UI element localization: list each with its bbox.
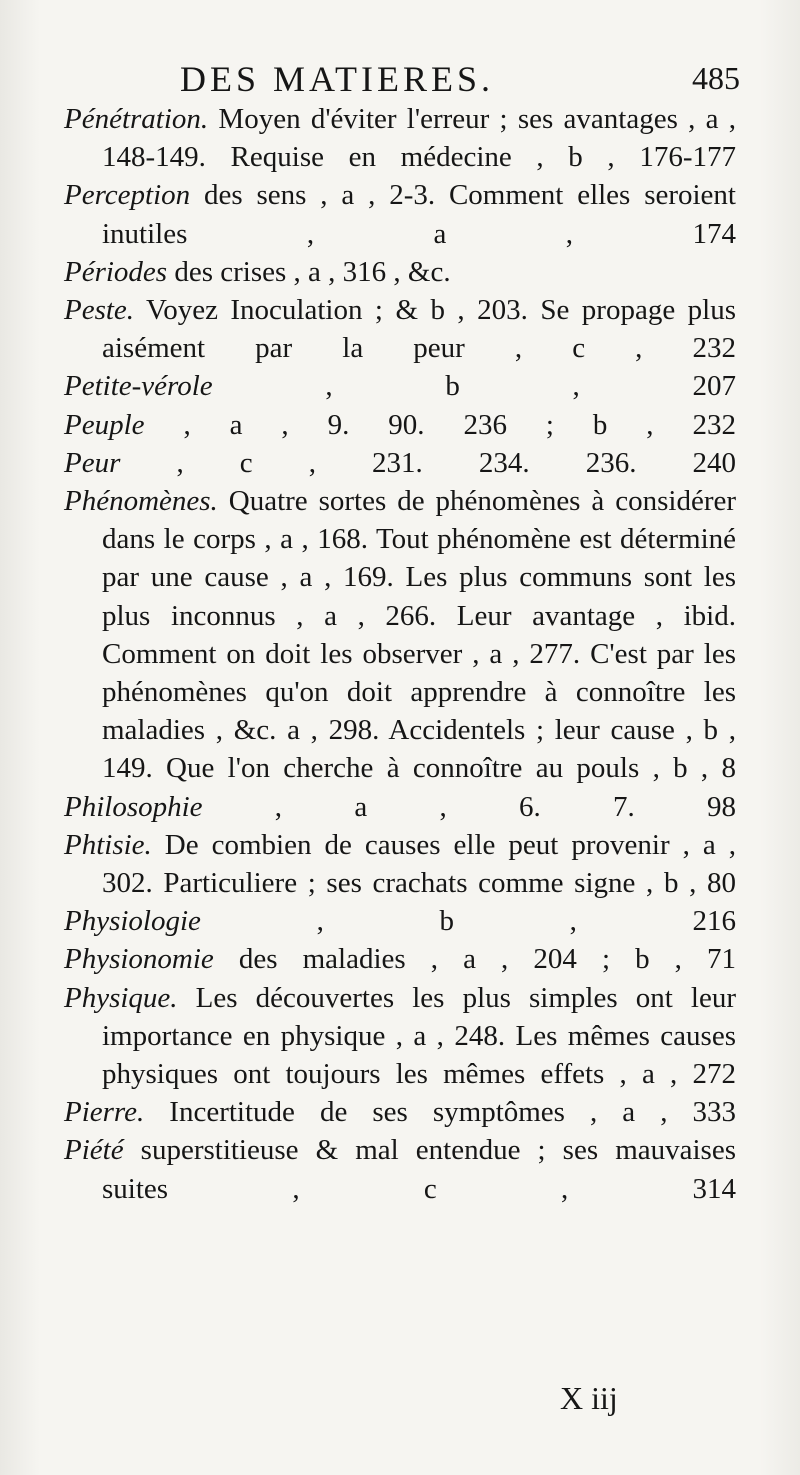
entry-page-reference: 232 xyxy=(692,332,737,365)
entry-text: des crises , a , 316 , &c. xyxy=(167,255,451,288)
entry-page-reference: 314 xyxy=(692,1172,736,1205)
index-entry xyxy=(64,788,736,826)
entry-page-reference: 333 xyxy=(692,1096,737,1129)
entry-page-reference: 80 xyxy=(707,867,737,900)
entry-page-reference: 176-177 xyxy=(639,141,737,174)
entry-term: Perception xyxy=(64,179,191,212)
index-entries xyxy=(64,100,736,1208)
index-entry xyxy=(64,176,736,252)
entry-text: Voyez Inoculation ; & b , 203. Se propage plus aisément par la peur , c , xyxy=(102,294,736,365)
entry-page-reference: 8 xyxy=(721,752,736,785)
entry-text: , b , xyxy=(212,370,580,403)
entry-term: Pénétration. xyxy=(64,103,209,135)
entry-text: Les découvertes les plus simples ont leur importance en physique , a , 248. Les mêmes causes physiques ont toujours les mêmes effets , a , xyxy=(102,981,736,1091)
entry-term: Petite-vérole xyxy=(64,370,213,403)
entry-term: Peste. xyxy=(64,294,135,327)
entry-text: superstitieuse & mal entendue ; ses mauvaises suites , c , xyxy=(102,1134,736,1205)
index-entry xyxy=(64,100,736,176)
index-entry xyxy=(64,253,736,291)
entry-text: Moyen d'éviter l'erreur ; ses avantages , a , 148-149. Requise en médecine , b , xyxy=(102,103,736,174)
index-entry xyxy=(64,367,736,405)
index-entry xyxy=(64,291,736,367)
index-entry xyxy=(64,826,736,902)
entry-term: Peur xyxy=(64,446,121,479)
entry-term: Phtisie. xyxy=(64,828,152,861)
entry-term: Physiologie xyxy=(64,905,201,938)
entry-page-reference: 272 xyxy=(692,1058,736,1091)
entry-page-reference: 231. 234. 236. 240 xyxy=(372,446,737,479)
entry-term: Piété xyxy=(64,1134,124,1167)
entry-term: Philosophie xyxy=(64,790,203,823)
entry-term: Peuple xyxy=(64,408,145,441)
signature-mark: X iij xyxy=(560,1380,618,1416)
index-entry xyxy=(64,979,736,1094)
entry-text: , a , xyxy=(202,790,447,823)
entry-term: Physionomie xyxy=(64,943,214,976)
entry-term: Périodes xyxy=(64,255,168,288)
entry-text: , b , xyxy=(200,905,577,938)
entry-page-reference: 6. 7. 98 xyxy=(518,790,737,823)
running-title: DES MATIERES. xyxy=(180,59,495,99)
index-entry xyxy=(64,902,736,940)
entry-page-reference: 174 xyxy=(692,217,736,250)
entry-text: des sens , a , 2-3. Comment elles seroient inutiles , a , xyxy=(102,179,736,250)
index-entry xyxy=(64,482,736,788)
entry-text: des maladies , a , 204 ; b , xyxy=(213,943,682,976)
entry-term: Pierre. xyxy=(64,1096,145,1129)
entry-text: Incertitude de ses symptômes , a , xyxy=(144,1096,668,1129)
entry-text: Quatre sortes de phénomènes à considérer dans le corps , a , 168. Tout phénomène est déterminé par une cause , a , 169. Les plus communs sont les plus inconnus , a , 266. Leur avantage , ibid. Comment on doit les observer , a , 277. C'est par les phénomènes qu'on doit apprendre à connoître les maladies , &c. a , 298. Accidentels ; leur cause , b , 149. Que l'on cherche à connoître au pouls , b , xyxy=(102,485,736,785)
entry-text: De combien de causes elle peut provenir , a , 302. Particuliere ; ses crachats comme signe , b , xyxy=(102,828,736,900)
entry-page-reference: 207 xyxy=(692,370,737,403)
entry-page-reference: 216 xyxy=(692,905,737,938)
entry-text: , c , xyxy=(120,446,316,479)
index-entry xyxy=(64,1131,736,1207)
entry-page-reference: 71 xyxy=(707,943,736,976)
index-entry xyxy=(64,444,736,482)
page-number: 485 xyxy=(692,60,740,96)
entry-term: Phénomènes. xyxy=(64,485,218,518)
index-entry xyxy=(64,940,736,978)
entry-term: Physique. xyxy=(64,981,178,1014)
index-entry xyxy=(64,1093,736,1131)
index-entry xyxy=(64,406,736,444)
entry-text: , a , 9. 90. 236 ; b , xyxy=(144,408,654,441)
entry-page-reference: 232 xyxy=(692,408,736,441)
